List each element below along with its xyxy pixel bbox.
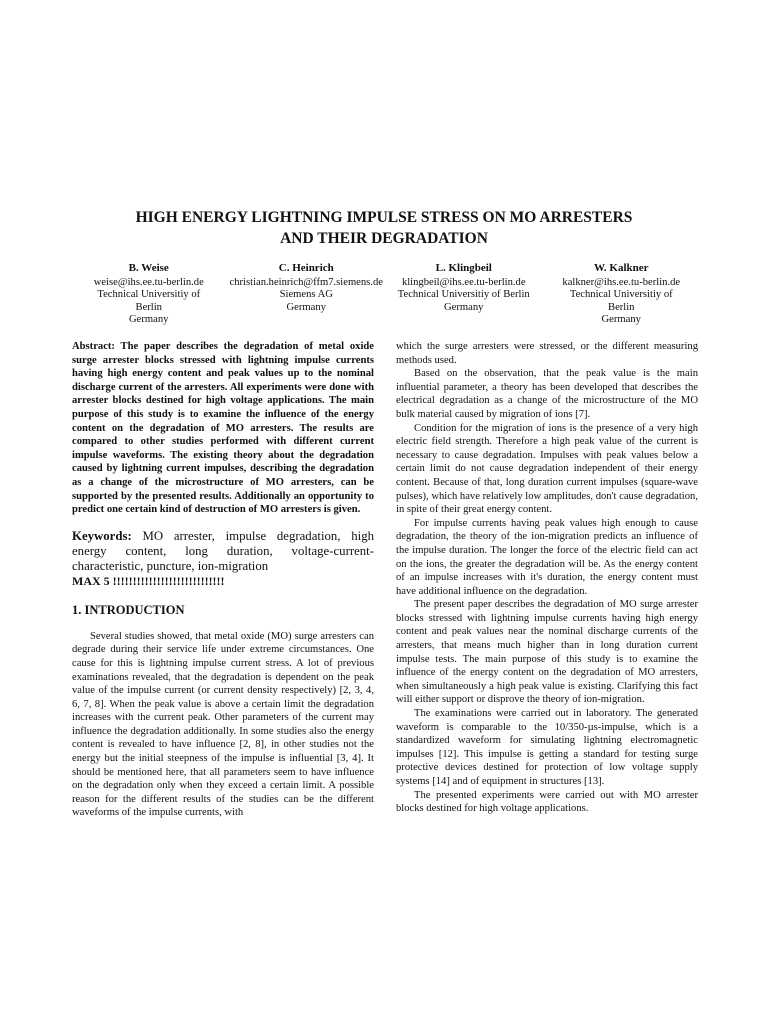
keywords	[72, 529, 374, 574]
author-email: kalkner@ihs.ee.tu-berlin.de	[562, 276, 681, 288]
body-paragraph: The present paper describes the degradation of MO surge arrester blocks stressed with lightning impulse currents having high energy content and peak values near the nominal discharge currents of the arresters, that means much higher than in long duration current impulse tests. The main purpose of this study is to examine the influence of the energy content on the degradation of MO arresters, when simultaneously a high peak value is existing. Clarifying this fact will either support or disprove the theory of ion-migration.	[396, 599, 698, 706]
author-affiliation-line-2: Berlin	[608, 301, 635, 313]
body-paragraph-continued: which the surge arresters were stressed, or the different measuring methods used.	[396, 341, 698, 366]
author-affiliation: Technical Universitiy of	[569, 289, 673, 301]
abstract: Abstract: The paper describes the degradation of metal oxide surge arrester blocks stressed with lightning impulse currents having high energy content and peak values up to the nominal discharge current of the arresters. All experiments were done with arrester blocks destined for high voltage applications. The main purpose of this study is to examine the influence of the energy content on the degradation of MO arresters. The results are compared to other studies performed with different current impulse waveforms. The existing theory about the degradation caused by lightning current impulses, describing the degradation as a change of the microstructure of MO arresters, can be supported by the presented results. Additionally an opportunity to predict one certain kind of destruction of MO arresters is given.	[72, 341, 374, 516]
author-country: Germany	[129, 314, 169, 326]
body-paragraph: Condition for the migration of ions is the presence of a very high electric field strength. Therefore a high peak value of the current is necessary to cause degradation. Impulses with peak values below a certain limit do not cause degradation independent of their energy content. Because of that, long duration current impulses (square-wave pulses), which have relatively low amplitudes, don't cause degradation, in spite of their great energy content.	[396, 422, 698, 516]
title-line-2: AND THEIR DEGRADATION	[280, 230, 488, 247]
body-paragraph: The examinations were carried out in laboratory. The generated waveform is comparable to the 10/350-µs-impulse, which is a standardized waveform for simulating lightning electromagnetic impulses [12]. This impulse is getting a standard for testing surge protective devices destined for protection of low voltage supply systems [14] and of equipment in structures [13].	[396, 708, 698, 787]
author-block	[543, 262, 701, 327]
author-email: weise@ihs.ee.tu-berlin.de	[93, 276, 204, 288]
author-affiliation: Technical Universitiy of	[97, 289, 201, 301]
author-name: B. Weise	[128, 262, 169, 274]
left-column	[72, 340, 374, 820]
body-paragraph: Based on the observation, that the peak value is the main influential parameter, a theory has been developed that describes the electrical degradation as a change of the microstructure of the MO bulk material caused by migration of ions [7].	[396, 368, 698, 420]
author-country: Germany	[601, 314, 641, 326]
title-line-1: HIGH ENERGY LIGHTNING IMPULSE STRESS ON MO ARRESTERS	[135, 209, 633, 226]
paper-title	[60, 207, 708, 249]
author-affiliation-line-2: Berlin	[135, 301, 162, 313]
section-heading-introduction: 1. INTRODUCTION	[72, 602, 185, 617]
author-country: Germany	[444, 301, 484, 313]
author-country: Germany	[286, 301, 326, 313]
author-name: W. Kalkner	[593, 262, 649, 274]
keywords-text: MO arrester, impulse degradation, high energy content, long duration, voltage-current-characteristic, puncture, ion-migration	[72, 528, 374, 573]
body-paragraph: For impulse currents having peak values high enough to cause degradation, the theory of the ion-migration predicts an influence of the impulse duration. The longer the force of the electric field can act on the ions, the greater the degradation will be. As the energy content of an impulse increases with it's duration, the energy content must have additional influence on the degradation.	[396, 517, 698, 597]
author-block	[228, 262, 386, 327]
author-block	[385, 262, 543, 327]
author-name: L. Klingbeil	[435, 262, 492, 274]
max-note: MAX 5 !!!!!!!!!!!!!!!!!!!!!!!!!!!!	[72, 573, 225, 588]
author-name: C. Heinrich	[278, 262, 334, 274]
author-affiliation: Siemens AG	[279, 289, 333, 301]
author-block	[70, 262, 228, 327]
right-column	[396, 340, 698, 816]
author-email: christian.heinrich@ffm7.siemens.de	[229, 276, 383, 288]
body-paragraph: Several studies showed, that metal oxide (MO) surge arresters can degrade during their service life under extreme circumstances. One cause for this is lightning impulse current stress. A lot of previous examinations revealed, that the degradation is dependent on the peak value of the impulse current (or current density respectively) [2, 3, 4, 6, 7, 8]. When the peak value is above a certain limit the degradation increases with the current peak. Other parameters of the current may influence the degradation additionally. In some studies also the energy content is revealed to have influence [2, 8], in other studies not the energy but the initial steepness of the impulse is influential [3, 4]. It should be mentioned here, that all parameters seem to have influence on the degradation only when they exceed a certain limit. A possible reason for the different results of the studies can be the different waveforms of the impulse currents, with	[72, 630, 374, 819]
author-list	[70, 262, 700, 327]
author-affiliation: Technical Universitiy of Berlin	[397, 289, 530, 301]
keywords-label: Keywords:	[72, 528, 132, 543]
body-paragraph: The presented experiments were carried out with MO arrester blocks destined for high voltage applications.	[396, 789, 698, 815]
author-email: klingbeil@ihs.ee.tu-berlin.de	[401, 276, 526, 288]
